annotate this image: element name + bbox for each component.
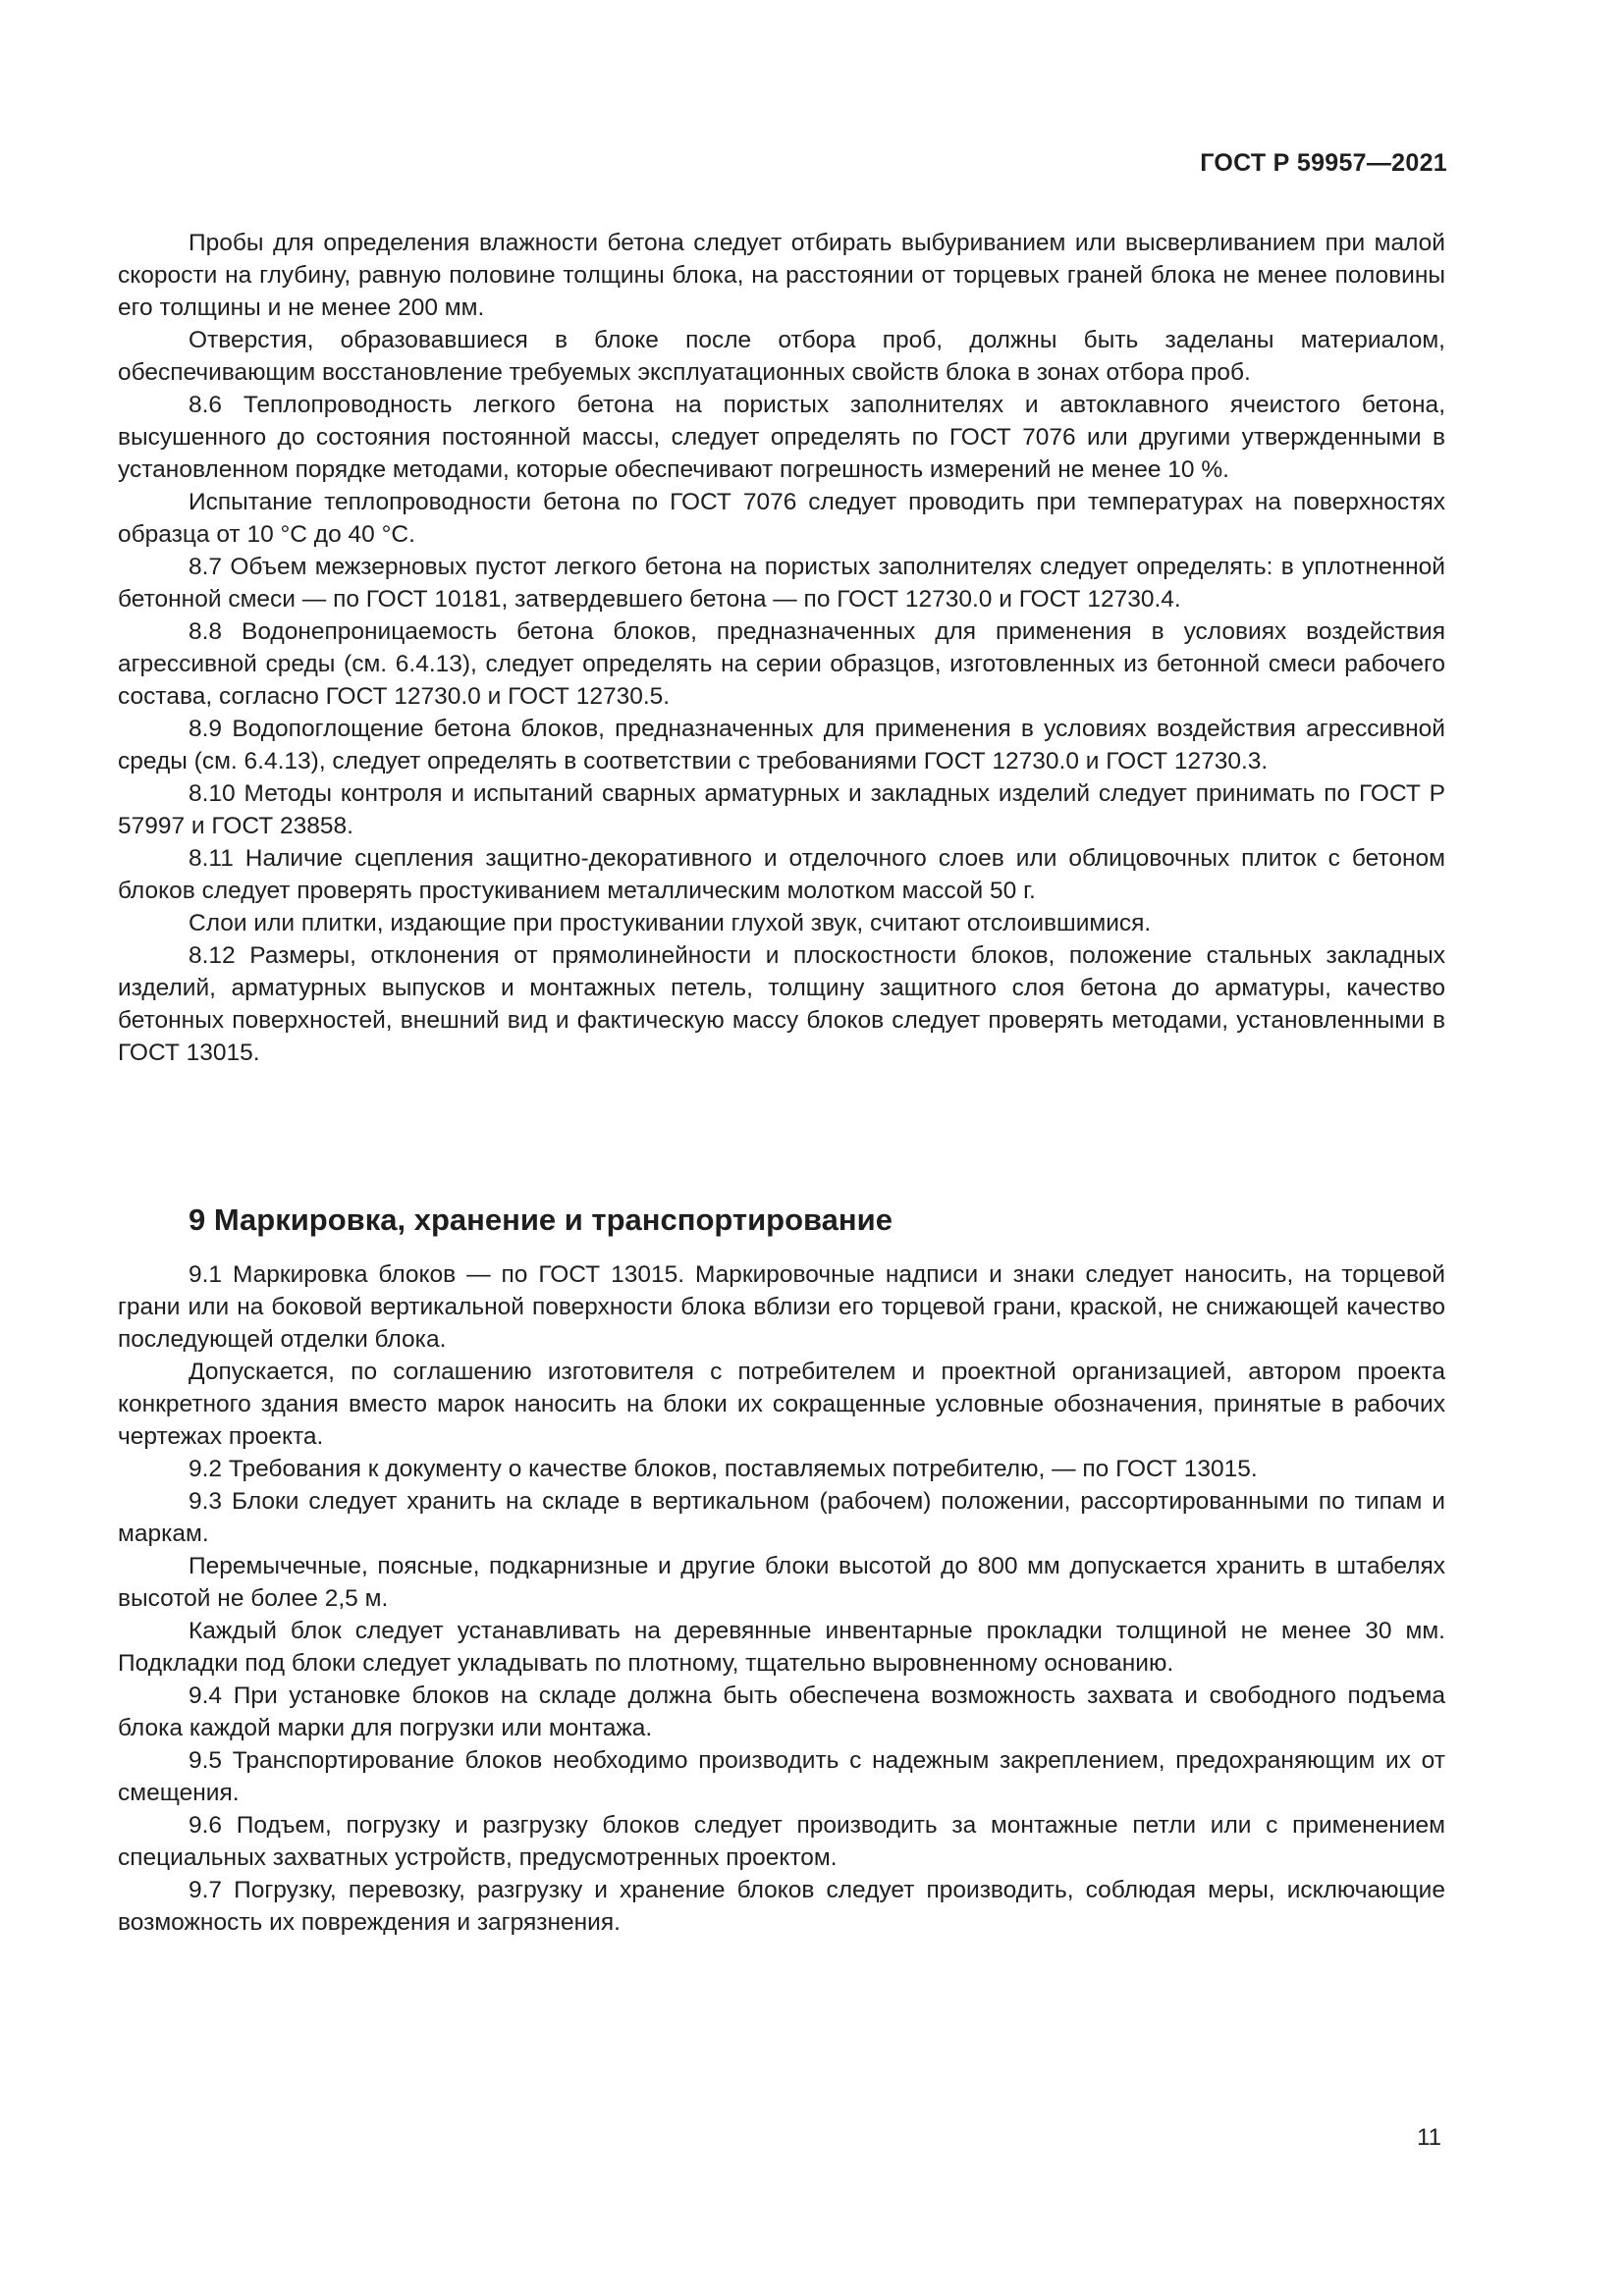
paragraph: 9.3 Блоки следует хранить на складе в вертикальном (рабочем) положении, рассортированными по типам и маркам. <box>118 1488 1445 1547</box>
paragraph: 9.4 При установке блоков на складе должна быть обеспечена возможность захвата и свободного подъема блока каждой марки для погрузки или монтажа. <box>118 1682 1445 1741</box>
paragraph: Пробы для определения влажности бетона следует отбирать выбуриванием или высверливанием при малой скорости на глубину, равную половине толщины блока, на расстоянии от торцевых граней блока не менее половины его толщины и не менее 200 мм. <box>118 230 1445 321</box>
paragraph: Отверстия, образовавшиеся в блоке после отбора проб, должны быть заделаны материалом, обеспечивающим восстановление требуемых эксплуатационных свойств блока в зонах отбора проб. <box>118 327 1445 386</box>
paragraph: 9.6 Подъем, погрузку и разгрузку блоков следует производить за монтажные петли или с применением специальных захватных устройств, предусмотренных проектом. <box>118 1812 1445 1871</box>
paragraph: Испытание теплопроводности бетона по ГОСТ 7076 следует проводить при температурах на поверхностях образца от 10 °С до 40 °С. <box>118 489 1445 548</box>
paragraph: 8.7 Объем межзерновых пустот легкого бетона на пористых заполнителях следует определять: в уплотненной бетонной смеси — по ГОСТ 10181, затвердевшего бетона — по ГОСТ 12730.0 и ГОСТ 12730.4. <box>118 554 1445 613</box>
paragraph: 8.6 Теплопроводность легкого бетона на пористых заполнителях и автоклавного ячеистого бетона, высушенного до состояния постоянной массы, следует определять по ГОСТ 7076 или другими утвержденными в установленном порядке методами, которые обеспечивают погрешность измерений не менее 10 %. <box>118 392 1445 483</box>
paragraph: 8.10 Методы контроля и испытаний сварных арматурных и закладных изделий следует принимать по ГОСТ Р 57997 и ГОСТ 23858. <box>118 780 1445 839</box>
paragraph: 8.11 Наличие сцепления защитно-декоративного и отделочного слоев или облицовочных плиток с бетоном блоков следует проверять простукиванием металлическим молотком массой 50 г. <box>118 845 1445 904</box>
paragraph: 8.12 Размеры, отклонения от прямолинейности и плоскостности блоков, положение стальных закладных изделий, арматурных выпусков и монтажных петель, толщину защитного слоя бетона до арматуры, качество бетонных поверхностей, внешний вид и фактическую массу блоков следует проверять методами, установленными в ГОСТ 13015. <box>118 942 1445 1066</box>
paragraph: Каждый блок следует устанавливать на деревянные инвентарные прокладки толщиной не менее 30 мм. Подкладки под блоки следует укладывать по плотному, тщательно выровненному основанию. <box>118 1618 1445 1677</box>
paragraph: 9.2 Требования к документу о качестве блоков, поставляемых потребителю, — по ГОСТ 13015. <box>189 1456 1258 1482</box>
paragraph: Допускается, по соглашению изготовителя с потребителем и проектной организацией, автором проекта конкретного здания вместо марок наносить на блоки их сокращенные условные обозначения, принятые в рабочих чертежах проекта. <box>118 1359 1445 1450</box>
paragraph: Перемычечные, поясные, подкарнизные и другие блоки высотой до 800 мм допускается хранить в штабелях высотой не более 2,5 м. <box>118 1553 1445 1612</box>
section9-body <box>118 1258 1445 1939</box>
section-heading: 9 Маркировка, хранение и транспортирование <box>189 1202 893 1237</box>
paragraph: 9.1 Маркировка блоков — по ГОСТ 13015. Маркировочные надписи и знаки следует наносить, на торцевой грани или на боковой вертикальной поверхности блока вблизи его торцевой грани, краской, не снижающей качество последующей отделки блока. <box>118 1261 1445 1353</box>
page-number: 11 <box>1417 2124 1441 2151</box>
paragraph: Слои или плитки, издающие при простукивании глухой звук, считают отслоившимися. <box>189 910 1152 936</box>
standard-designation: ГОСТ Р 59957—2021 <box>1200 149 1447 177</box>
section8-continuation <box>118 227 1445 1069</box>
paragraph: 9.5 Транспортирование блоков необходимо производить с надежным закреплением, предохраняющим их от смещения. <box>118 1747 1445 1806</box>
paragraph: 8.8 Водонепроницаемость бетона блоков, предназначенных для применения в условиях воздействия агрессивной среды (см. 6.4.13), следует определять на серии образцов, изготовленных из бетонной смеси рабочего состава, согласно ГОСТ 12730.0 и ГОСТ 12730.5. <box>118 618 1445 710</box>
paragraph: 9.7 Погрузку, перевозку, разгрузку и хранение блоков следует производить, соблюдая меры, исключающие возможность их повреждения и загрязнения. <box>118 1877 1445 1936</box>
paragraph: 8.9 Водопоглощение бетона блоков, предназначенных для применения в условиях воздействия агрессивной среды (см. 6.4.13), следует определять в соответствии с требованиями ГОСТ 12730.0 и ГОСТ 12730.3. <box>118 716 1445 774</box>
